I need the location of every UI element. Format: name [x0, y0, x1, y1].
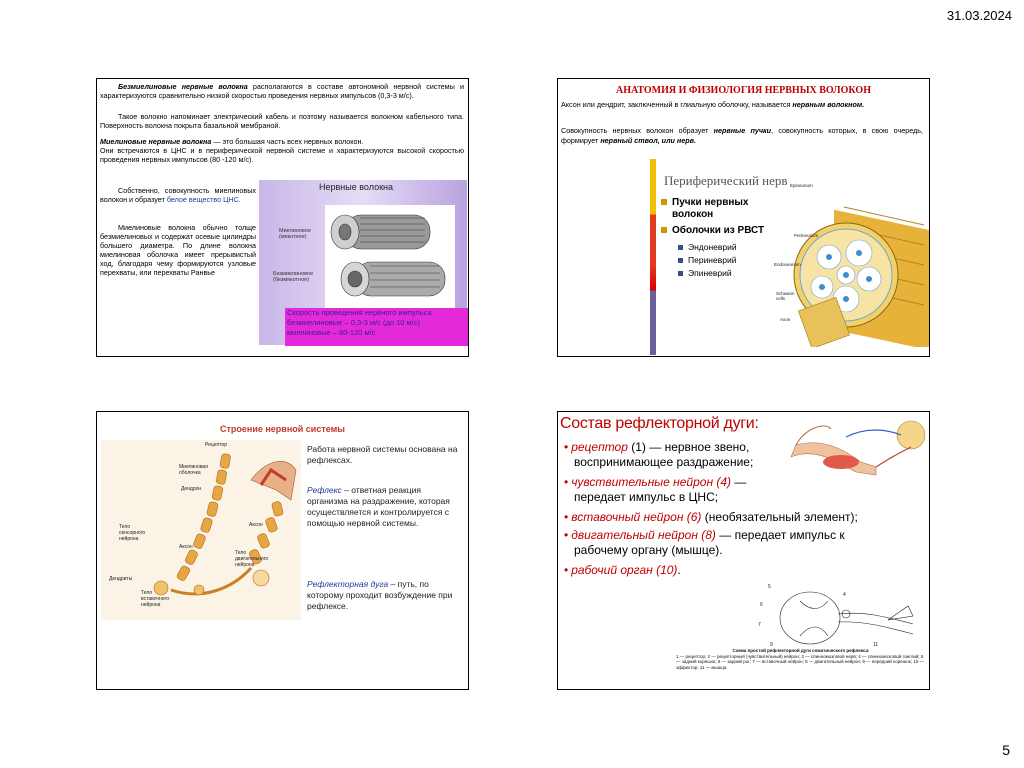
label-axon: Axon — [780, 317, 791, 322]
slide2-title: АНАТОМИЯ И ФИЗИОЛОГИЯ НЕРВНЫХ ВОЛОКОН — [616, 85, 871, 96]
svg-text:11: 11 — [873, 642, 879, 648]
figure-title: Нервные волокна — [319, 182, 393, 192]
svg-text:4: 4 — [843, 592, 846, 598]
color-bar — [650, 165, 656, 355]
label-myelin: Миелиновая оболочка — [179, 464, 208, 476]
label-dendrites: Дендриты — [109, 576, 133, 582]
svg-text:6: 6 — [760, 602, 763, 608]
speed-box — [285, 308, 469, 346]
nerve-title: Периферический нерв — [664, 173, 788, 188]
speed-unmyelinated: безмиелиновые – 0,3-3 м/с (до 10 м/с) — [287, 318, 420, 327]
svg-text:5: 5 — [768, 584, 771, 590]
reflex-arc-scheme — [748, 576, 918, 654]
slide3-title: Строение нервной системы — [219, 424, 345, 434]
term-myelinated: Миелиновые нервные волокна — [100, 137, 212, 146]
para-unmyelinated — [100, 82, 464, 100]
text-reflex-arc-definition: Рефлекторная дуга – путь, по которому проходит возбуждение при рефлексе. — [307, 579, 453, 611]
para-unmyelinated-text: располагаются в составе автономной нервной системы и характеризуются сравнительно низкой скоростью проведения нервных импульсов (0,3-3 м/с). — [100, 82, 464, 100]
bullet-square-icon — [678, 271, 683, 276]
term-unmyelinated: Безмиелиновые нервные волокна — [118, 82, 248, 91]
term-white-matter: белое вещество ЦНС. — [166, 195, 241, 204]
sub-endoneurium: Эндоневрий — [678, 242, 737, 252]
para-nerve-fiber-text: Аксон или дендрит, заключенный в глиальную оболочку, называется — [561, 100, 793, 109]
para-myelinated — [100, 137, 464, 146]
slide4-title: Состав рефлекторной дуги: — [560, 415, 759, 432]
bullet-square-icon — [661, 199, 667, 205]
para-nerve-fiber — [561, 100, 923, 110]
label-dendrite: Дендрон — [181, 486, 202, 492]
page-number: 5 — [1002, 742, 1010, 758]
label-axon-1: Аксон — [179, 544, 193, 550]
arm-reflex-illustration — [786, 417, 926, 482]
nerve-cross-section-illustration — [774, 187, 929, 347]
list-item-receptor: • рецептор (1) — нервное звено, воспринимающее раздражение; — [564, 440, 754, 469]
caption-body: 1 — рецептор; 2 — рецепторный (чувствительный) нейрон; 3 — спинномозговой нерв; 4 — спинномозговой ганглий; 5 — задний корешок; 6 — задний рог; 7 — вставочный нейрон; 8 — двигательный нейрон; 9 — передний корешок; 10 — эффектор; 11 — мышца — [676, 653, 924, 670]
scheme-caption — [676, 648, 926, 670]
speed-title: Скорость проведения нервного импульса — [287, 308, 432, 317]
label-perineurium: Perineurium — [794, 233, 819, 238]
para-cns-text: Они встречаются в ЦНС и в периферической нервной системе и характеризуются высокой скоростью проведения нервных импульсов (80 -120 м/с). — [100, 146, 464, 164]
para-cable-text: Такое волокно напоминает электрический кабель и поэтому называется волокном кабельного типа. Поверхность волокна покрыта базальной мембраной. — [100, 112, 464, 130]
list-item-motor: • двигательный нейрон (8) — передает импульс к рабочему органу (мышце). — [564, 528, 845, 557]
bullet-square-icon — [678, 245, 683, 250]
slide-reflex-arc — [557, 411, 930, 690]
label-schwann: Schwann cells — [776, 291, 795, 301]
bullet-bundles: Пучки нервных волокон — [661, 197, 748, 221]
caption-title: Схема простой рефлекторной дуги соматического рефлекса: — [732, 648, 870, 653]
list-item-interneuron: • вставочный нейрон (6) (необязательный элемент); — [564, 510, 858, 524]
para-myelinated-text: — это большая часть всех нервных волокон. — [211, 137, 364, 146]
para-cable — [100, 112, 464, 130]
text-reflex-definition: Рефлекс – ответная реакция организма на раздражение, которая осуществляется и контролируется с помощью нервной системы. — [307, 485, 450, 528]
label-endoneurium: Endoneurium — [774, 262, 801, 267]
label-epineurium: Epineurium — [790, 183, 813, 188]
fiber-illustration — [325, 200, 460, 325]
slide-nerve-fibers — [96, 78, 469, 357]
sub-perineurium: Периневрий — [678, 255, 736, 265]
svg-text:7: 7 — [758, 622, 761, 628]
list-item-effector: • рабочий орган (10). — [564, 563, 681, 577]
bullet-square-icon — [661, 227, 667, 233]
text-reflex-basis: Работа нервной системы основана на рефлексах. — [307, 444, 458, 465]
slide-anatomy — [557, 78, 930, 357]
para-ranvier — [100, 223, 256, 277]
bullet-sheaths: Оболочки из РВСТ — [661, 225, 764, 237]
label-receptor: Рецептор — [205, 442, 227, 448]
term-nerve-fiber: нервным волокном. — [792, 100, 865, 109]
para-bundles: Совокупность нервных волокон образует нервные пучки, совокупность которых, в свою очередь, формирует нервный ствол, или нерв. — [561, 126, 923, 145]
speed-myelinated: миелиновые – 80-120 м/с — [287, 328, 376, 337]
document-date: 31.03.2024 — [946, 8, 1012, 23]
bullet-square-icon — [678, 258, 683, 263]
list-item-sensory: • чувствительные нейрон (4) — передает импульс в ЦНС; — [564, 475, 747, 504]
label-unmyelinated: Безмиелиновое (безмякотное) — [273, 271, 314, 283]
para-cns — [100, 146, 464, 164]
para-white-matter-text: Собственно, совокупность миелиновых волокон и образует — [100, 186, 256, 204]
label-axon-2: Аксон — [249, 522, 263, 528]
label-interneuron: Тело вставочного нейрона — [141, 590, 170, 608]
sub-epineurium: Эпиневрий — [678, 268, 732, 278]
slide-nervous-system — [96, 411, 469, 690]
label-sensory-neuron: Тело сенсорного нейрона — [119, 524, 146, 542]
label-motor-neuron: Тело двигательного нейрона — [235, 550, 269, 568]
para-ranvier-text: Миелиновые волокна обычно толще безмиелиновых и содержат осевые цилиндры большего диаметра. По длине волокна миелиновая оболочка имеет прерывистый ход, благодаря чему формируются узловые перехваты, или перехваты Ранвье — [100, 223, 256, 277]
svg-text:9: 9 — [770, 642, 773, 648]
label-myelinated: Миелиновое (мякотное) — [279, 228, 311, 240]
para-white-matter — [100, 186, 256, 204]
